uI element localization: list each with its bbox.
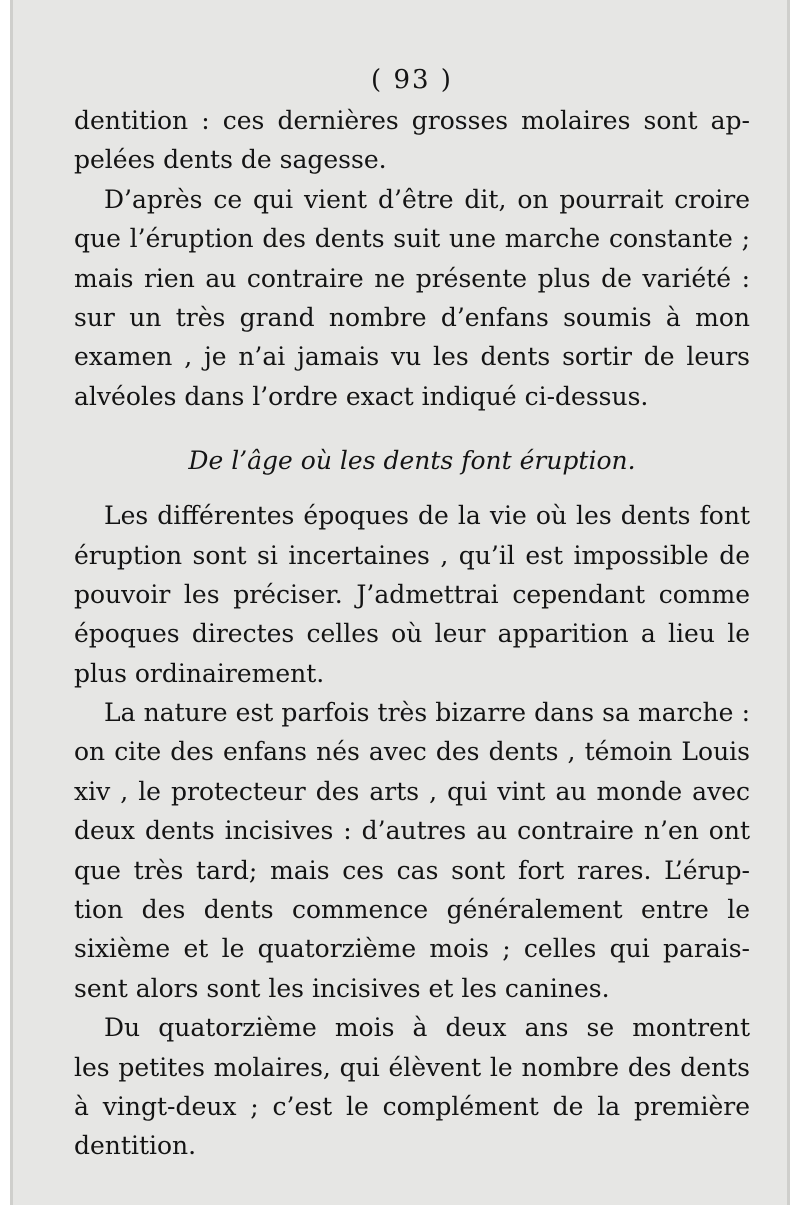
text-line: dentition : ces dernières grosses molaires sont ap-	[74, 106, 750, 135]
paragraph	[74, 496, 750, 693]
paragraph	[74, 693, 750, 1008]
section-heading: De l’âge où les dents font éruption.	[188, 446, 636, 476]
text-line: tion des dents commence généralement entre le	[74, 895, 750, 925]
text-line: D’après ce qui vient d’être dit, on pourrait croire	[104, 184, 750, 214]
text-line: xiv , le protecteur des arts , qui vint au monde avec	[74, 776, 750, 806]
text-line: à vingt-deux ; c’est le complément de la première	[74, 1091, 750, 1121]
book-page	[10, 0, 790, 1205]
text-line: mais rien au contraire ne présente plus de variété :	[74, 263, 750, 293]
text-line: alvéoles dans l’ordre exact indiqué ci-dessus.	[74, 381, 649, 411]
text-line: on cite des enfans nés avec des dents , témoin Louis	[74, 737, 750, 767]
text-line: dentition.	[74, 1131, 197, 1161]
text-line: les petites molaires, qui élèvent le nombre des dents	[74, 1052, 750, 1082]
text-line: sur un très grand nombre d’enfans soumis à mon	[74, 302, 750, 332]
text-line: plus ordinairement.	[74, 658, 325, 688]
text-line: examen , je n’ai jamais vu les dents sortir de leurs	[74, 342, 750, 372]
text-line: sixième et le quatorzième mois ; celles qui parais-	[74, 934, 750, 964]
text-line: éruption sont si incertaines , qu’il est impossible de	[74, 540, 750, 570]
text-line: pelées dents de sagesse.	[74, 145, 387, 175]
page-number: ( 93 )	[371, 65, 453, 95]
text-line: que très tard; mais ces cas sont fort rares. L’érup-	[74, 855, 750, 885]
text-line: époques directes celles où leur apparition a lieu le	[74, 619, 750, 649]
text-line: que l’éruption des dents suit une marche constante ;	[74, 224, 750, 254]
page-text	[74, 60, 750, 1166]
paragraph	[74, 101, 750, 180]
spacer	[74, 416, 750, 436]
text-line: deux dents incisives : d’autres au contraire n’en ont	[74, 816, 750, 846]
text-line: pouvoir les préciser. J’admettrai cependant comme	[74, 579, 750, 609]
text-line: La nature est parfois très bizarre dans sa marche :	[104, 698, 750, 728]
text-line: Les différentes époques de la vie où les dents font	[104, 501, 750, 531]
text-line: sent alors sont les incisives et les canines.	[74, 973, 610, 1003]
paragraph	[74, 180, 750, 416]
paragraph	[74, 1008, 750, 1166]
text-line: Du quatorzième mois à deux ans se montrent	[104, 1013, 750, 1043]
